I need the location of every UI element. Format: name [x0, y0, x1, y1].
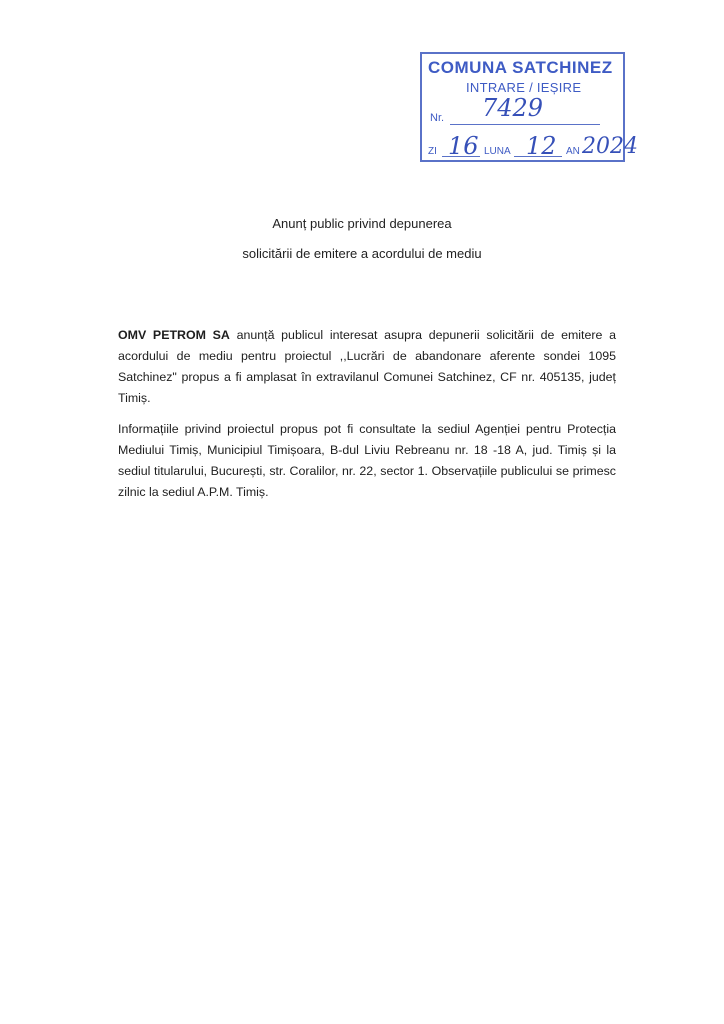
announcement-paragraph [118, 325, 616, 409]
company-name: OMV PETROM SA [118, 328, 230, 342]
stamp-luna-value: 12 [526, 132, 557, 160]
stamp-zi-label: ZI [428, 146, 437, 157]
stamp-nr-label: Nr. [430, 112, 445, 124]
title-line-2: solicitării de emitere a acordului de mediu [242, 246, 482, 261]
stamp-an-value: 2024 [582, 134, 638, 159]
stamp-nr-value: 7429 [482, 94, 544, 122]
announcement-text: anunță publicul interesat asupra depunerii solicitării de emitere a acordului de mediu pentru proiectul ,,Lucrări de abandonare aferente sondei 1095 Satchinez" propus a fi amplasat în extravilanul Comunei Satchinez, CF nr. 405135, județ Timiș. [118, 328, 616, 405]
stamp-nr-line [450, 124, 600, 125]
stamp-luna-label: LUNA [484, 146, 511, 157]
information-paragraph: Informațiile privind proiectul propus pot fi consultate la sediul Agenției pentru Protecția Mediului Timiș, Municipiul Timișoara, B-dul Liviu Rebreanu nr. 18 -18 A, jud. Timiș și la sediul titularului, București, str. Coralilor, nr. 22, sector 1. Observațiile publicului se primesc zilnic la sediul A.P.M. Timiș. [118, 422, 616, 499]
stamp-an-label: AN [566, 146, 580, 157]
title-line-1: Anunț public privind depunerea [272, 216, 452, 231]
stamp-entry-exit: INTRARE / IEȘIRE [466, 80, 582, 95]
stamp-zi-value: 16 [448, 132, 479, 160]
registration-stamp [420, 52, 638, 162]
stamp-commune-name: COMUNA SATCHINEZ [428, 58, 613, 77]
